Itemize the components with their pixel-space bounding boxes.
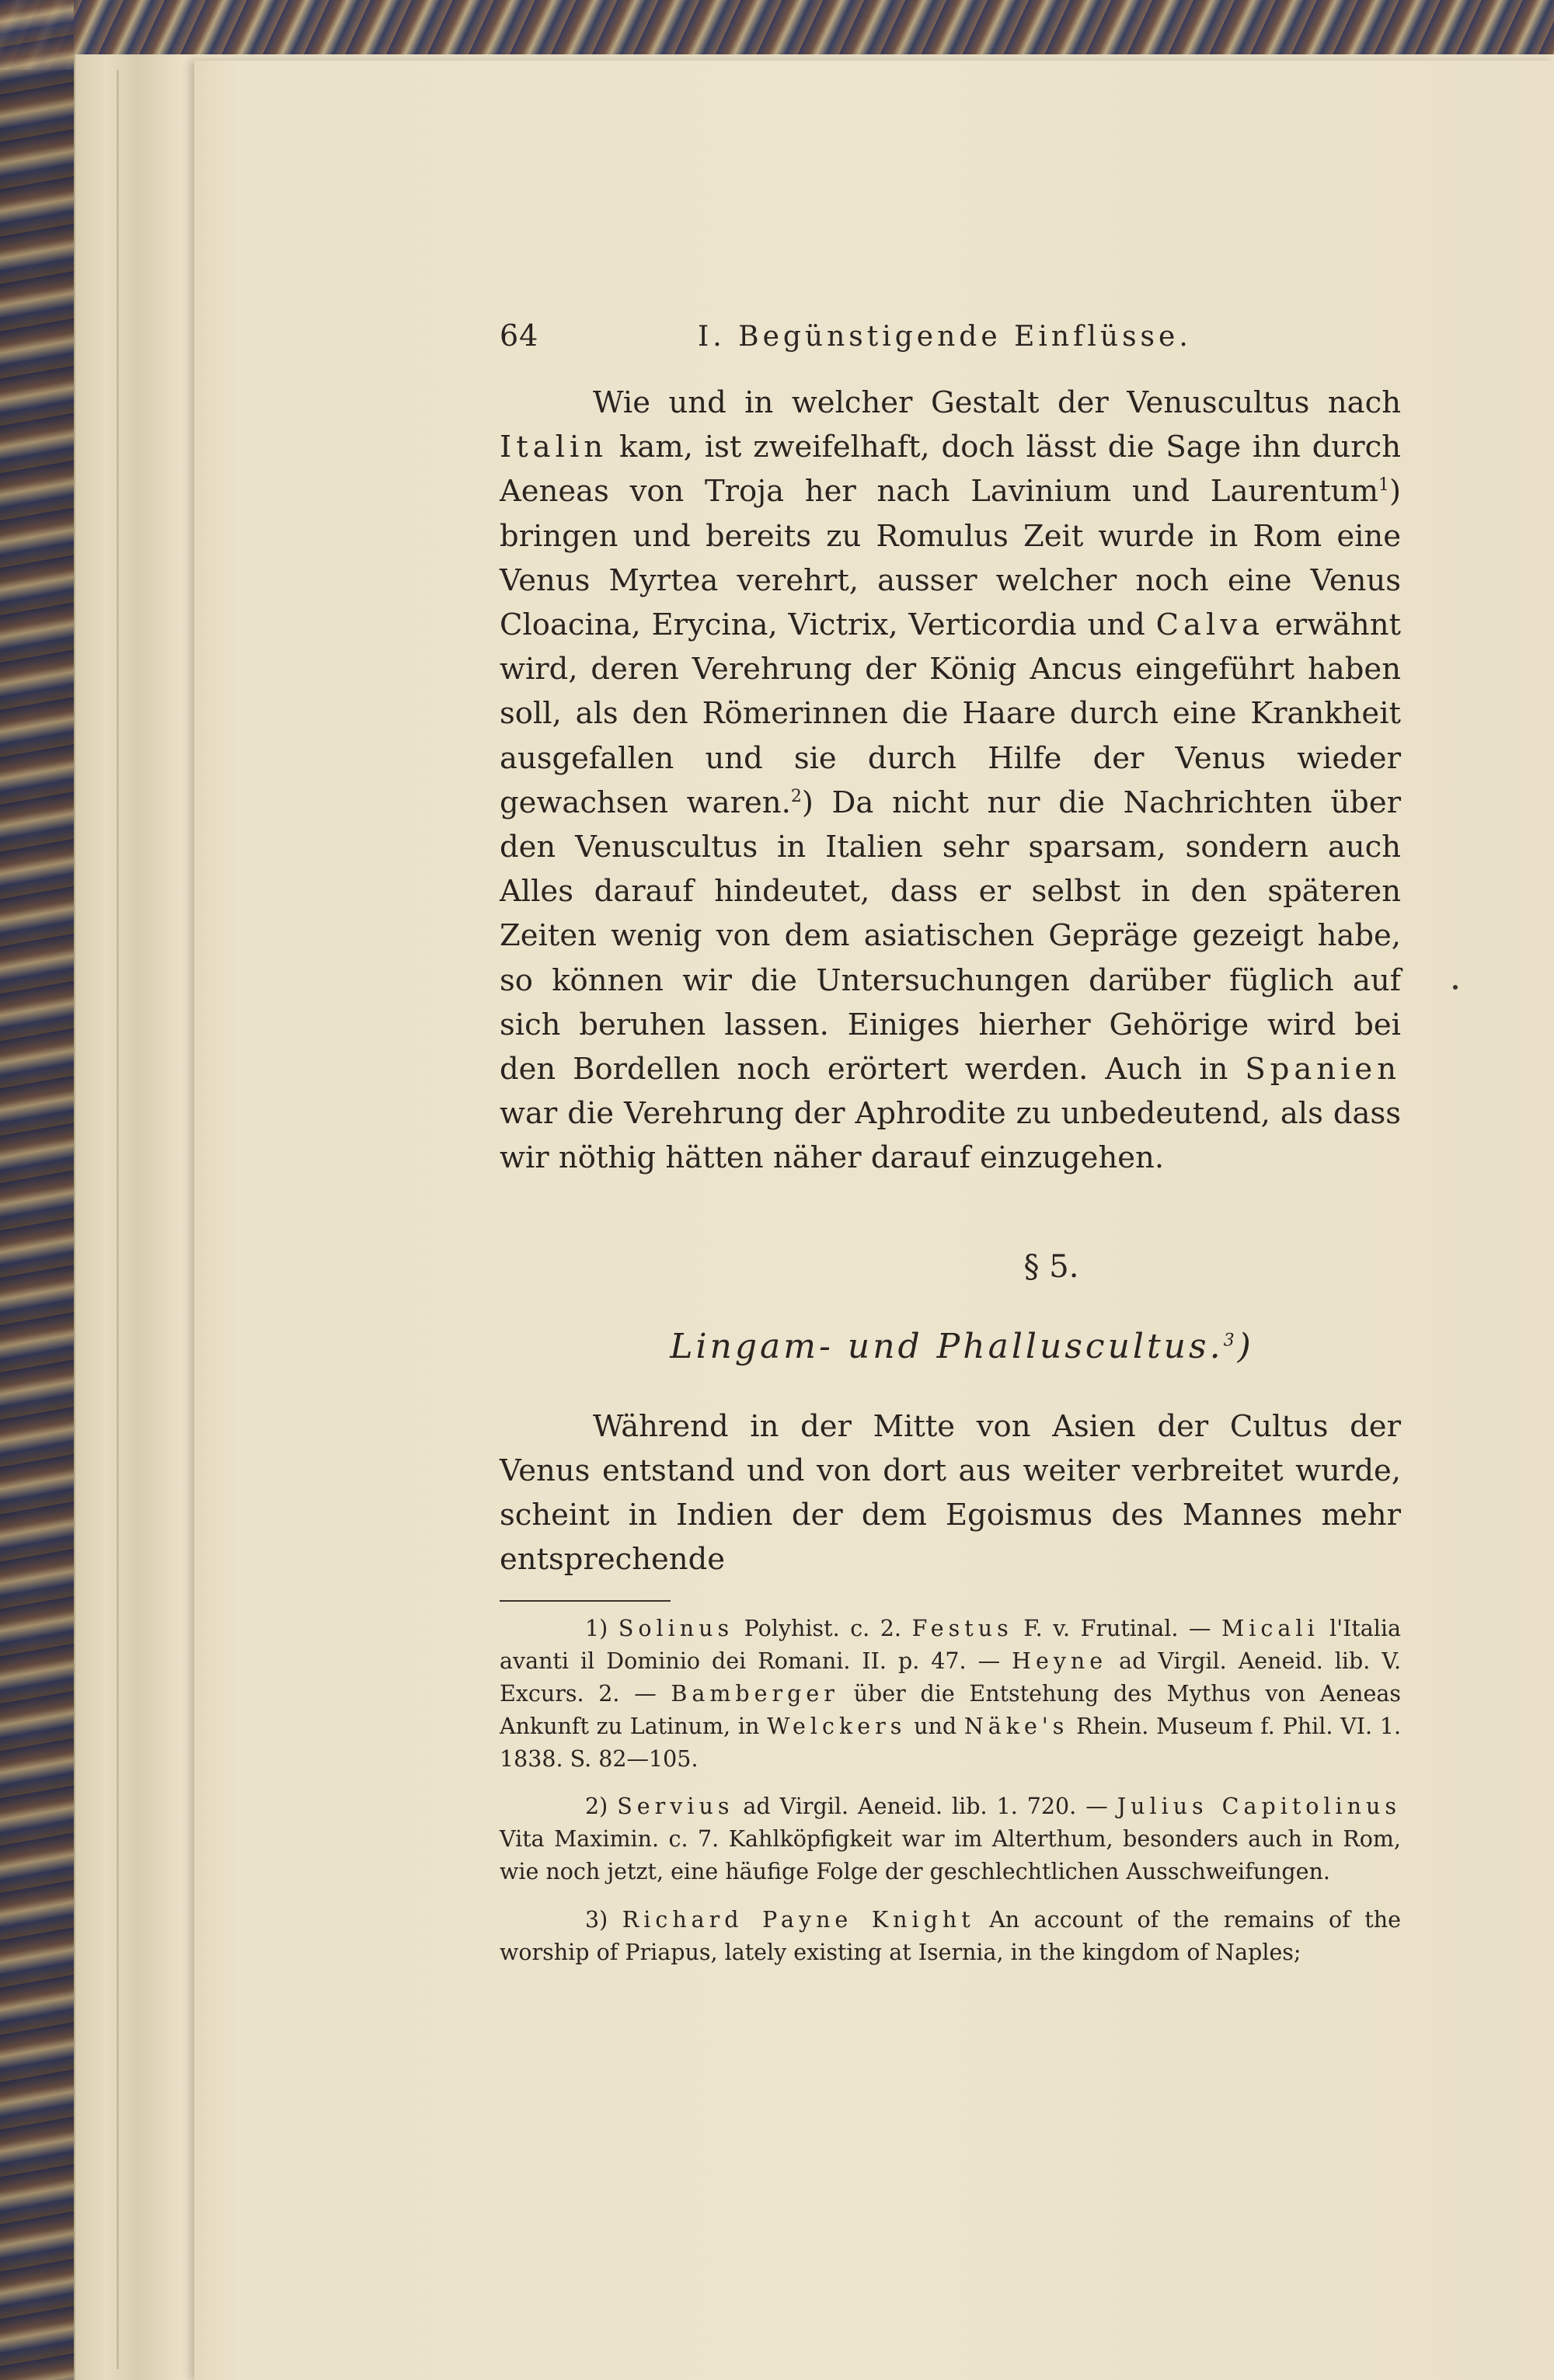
spaced-word-calva: Calva <box>1155 607 1265 643</box>
running-head: I. Begünstigende Einflüsse. <box>698 321 1192 353</box>
fn-name: Näke's <box>963 1713 1069 1739</box>
text-run: ) Da nicht nur die Nachrichten über den Venuscultus in Italien sehr sparsam, sondern auch Alles darauf hindeutet, dass er selbst in den späteren Zeiten wenig von dem asiatischen Gepräge gezeigt habe, so können wir die Untersuchungen darüber füglich auf sich beruhen lassen. Einiges hierher Gehörige wird bei den Bordellen noch erörtert werden. Auch in <box>500 785 1402 1087</box>
paragraph-india: Während in der Mitte von Asien der Cultus der Venus entstand und von dort aus weiter verbreitet wurde, scheint in Indien der dem Egoismus des Mannes mehr entsprechende <box>500 1408 1401 1578</box>
fn-num: 3) <box>585 1906 622 1933</box>
fn-text: Polyhist. c. 2. <box>733 1616 912 1642</box>
text-run: Wie und in welcher Gestalt der Venuscultus nach <box>593 385 1401 420</box>
paragraph-venus-italy <box>500 381 1401 1181</box>
page-number: 64 <box>500 318 539 353</box>
text-run: ) bringen und bereits zu Romulus Zeit wurde in Rom eine Venus Myrtea verehrt, ausser welcher noch eine Venus Cloacina, Erycina, Victrix, Verticordia und <box>500 474 1401 643</box>
section-title <box>500 1327 1401 1378</box>
section-title-paren: ) <box>1237 1326 1254 1366</box>
ink-speck <box>1453 985 1458 990</box>
marbled-cover-left <box>0 0 74 2380</box>
fn-text: und <box>906 1713 964 1739</box>
fn-name: Heyne <box>1012 1648 1108 1675</box>
footnote-ref-2: 2 <box>790 787 802 806</box>
fn-name: Servius <box>617 1794 734 1820</box>
fn-name: Solinus <box>618 1616 734 1642</box>
fn-text: ad Virgil. Aeneid. lib. 1. 720. — <box>733 1794 1117 1820</box>
text-block <box>500 318 1401 1984</box>
fn-text: ad Virgil. Aeneid. lib. V. Excurs. 2. — <box>500 1648 1401 1707</box>
fn-name: Julius Capitolinus <box>1117 1794 1401 1820</box>
page-header <box>500 318 1401 365</box>
fn-num: 1) <box>585 1616 618 1642</box>
footnote-3 <box>500 1904 1401 1969</box>
spaced-word-spanien: Spanien <box>1245 1052 1401 1087</box>
footnote-2 <box>500 1790 1401 1888</box>
fn-name: Micali <box>1221 1616 1319 1642</box>
footnote-1 <box>500 1613 1401 1775</box>
fn-text: l'Italia avanti il Dominio dei Romani. II. p. 47. — <box>500 1616 1402 1675</box>
fn-name: Festus <box>911 1616 1013 1642</box>
text-run: war die Verehrung der Aphrodite zu unbedeutend, als dass wir nöthig hätten näher darauf einzugehen. <box>500 1096 1401 1176</box>
fn-text: über die Entstehung des Mythus von Aeneas Ankunft zu Latinum, in <box>500 1681 1401 1739</box>
text-run: kam, ist zweifelhaft, doch lässt die Sage ihn durch Aeneas von Troja her nach Lavinium und Laurentum <box>500 430 1401 510</box>
spaced-word-italien: Italin <box>500 430 608 465</box>
page-edge-line <box>117 70 119 2369</box>
fn-text: Vita Maximin. c. 7. Kahlköpfigkeit war im Alterthum, besonders auch in Rom, wie noch jetzt, eine häufige Folge der geschlechtlichen Ausschweifungen. <box>500 1826 1401 1885</box>
fn-name: Bamberger <box>671 1681 839 1707</box>
footnote-ref-1: 1 <box>1378 475 1389 496</box>
fn-text: An account of the remains of the worship of Priapus, lately existing at Isernia, in the kingdom of Naples; <box>500 1906 1401 1965</box>
footnote-ref-3: 3 <box>1223 1331 1238 1350</box>
footnote-rule <box>500 1600 671 1602</box>
fn-name: Richard Payne Knight <box>622 1906 975 1933</box>
fn-num: 2) <box>585 1794 618 1820</box>
text-run: erwähnt wird, deren Verehrung der König Ancus eingeführt haben soll, als den Römerinnen die Haare durch eine Krankheit ausgefallen und sie durch Hilfe der Venus wieder gewachsen waren. <box>500 607 1401 820</box>
fn-text: Rhein. Museum f. Phil. VI. 1. 1838. S. 82—105. <box>500 1713 1402 1772</box>
section-title-text: Lingam- und Phalluscultus. <box>670 1326 1224 1366</box>
fn-text: F. v. Frutinal. — <box>1012 1616 1222 1642</box>
section-mark: § 5. <box>1023 1248 1079 1285</box>
fn-name: Welckers <box>767 1713 907 1739</box>
